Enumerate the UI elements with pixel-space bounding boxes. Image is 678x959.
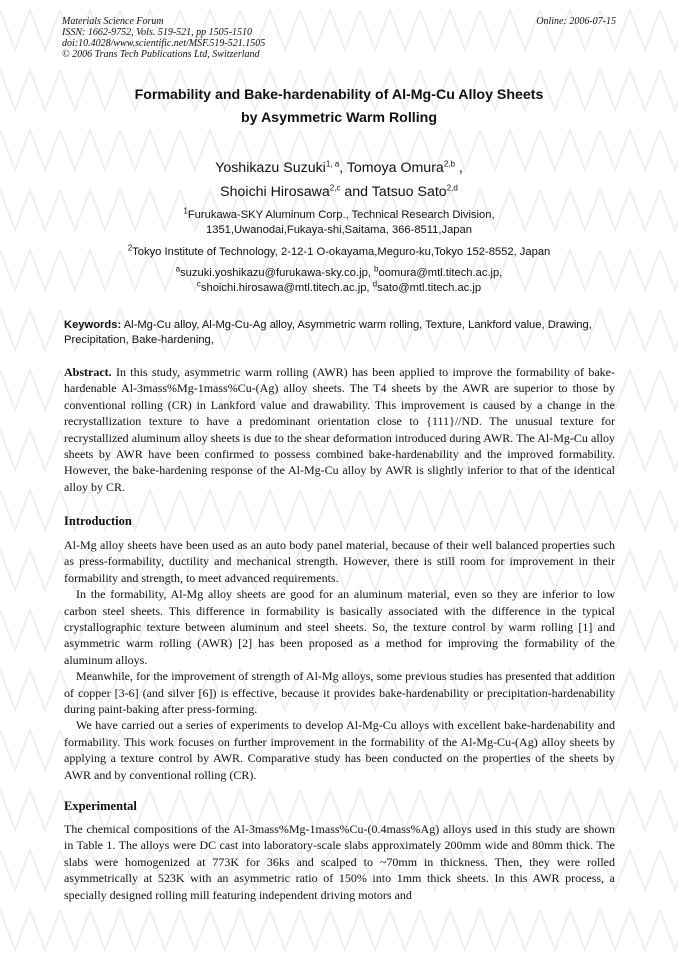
emails-line-1 [0,266,678,281]
copyright-line: © 2006 Trans Tech Publications Ltd, Switzerland [62,49,260,60]
emails-line-2 [0,281,678,296]
intro-paragraph-1: Al-Mg alloy sheets have been used as an auto body panel material, because of their well balanced properties such as press-formability, ductility and mechanical strength. However, there is still room for improvement in their formability and strength, to meet advanced requirements. [64,538,615,585]
intro-paragraph-4: We have carried out a series of experiments to develop Al-Mg-Cu alloys with excellent bake-hardenability and formability. This work focuses on further improvement in the formability of the Al-Mg-Cu-(Ag) alloy sheets by applying a texture control by AWR. Comparative study has been conducted on the properties of the sheets by AWR and by conventional rolling (CR). [64,718,615,782]
author-and: and [340,184,372,200]
email-link[interactable]: sato@mtl.titech.ac.jp [377,282,482,294]
affiliation-text: Tokyo Institute of Technology, 2-12-1 O-okayama,Meguro-ku,Tokyo 152-8552, Japan [132,246,551,258]
introduction-body [64,537,615,783]
abstract-text: In this study, asymmetric warm rolling (AWR) has been applied to improve the formability of bake-hardenable Al-3mass%Mg-1mass%Cu-(Ag) alloy sheets. The T4 sheets by the AWR are superior to those by conventional rolling (CR) in Lankford value and drawability. This improvement is caused by a change in the recrystallization texture to have a predominant orientation close to {111}//ND. The unusual texture for recrystallized aluminum alloy sheets is due to the shear deformation introduced during AWR. The Al-Mg-Cu alloy sheets by AWR have been confirmed to possess combined bake-hardenability and the improved formability. However, the bake-hardening response of the Al-Mg-Cu alloy by AWR is slightly inferior to that of the identical alloy by CR. [64,365,615,494]
email-link[interactable]: suzuki.yoshikazu@furukawa-sky.co.jp, [180,267,375,279]
author-separator: , [339,160,347,176]
author-emails [0,266,678,296]
author-separator: , [454,160,463,176]
affiliation-sup: 2 [127,243,133,253]
keywords-block [64,318,616,348]
intro-paragraph-2: In the formability, Al-Mg alloy sheets are good for an aluminum material, even so they are inferior to low carbon steel sheets. This difference in formability is basically associated with the difference in the typical crystallographic texture between aluminum and steel sheets. So, the texture control by warm rolling [1] and asymmetric warm rolling (AWR) [2] has been proposed as a method for improving the formability of the aluminum alloys. [64,587,615,667]
affiliation-1 [0,208,678,238]
experimental-paragraph-1: The chemical compositions of the Al-3mass%Mg-1mass%Cu-(0.4mass%Ag) alloys used in this study are shown in Table 1. The alloys were DC cast into laboratory-scale slabs approximately 200mm wide and 80mm thick. The slabs were homogenized at 773K for 36ks and scalped to ~70mm in thickness. Then, they were rolled asymmetrically at 523K with an asymmetric ratio of 150% into 1mm thick sheets. In this AWR process, a specially designed rolling mill featuring independent driving motors and [64,822,615,902]
abstract-label: Abstract. [64,365,112,379]
affiliation-sup: 1 [183,206,188,216]
affiliation-1-line-1 [0,208,678,223]
author-name: Tatsuo Sato [371,184,447,200]
title-line-2: by Asymmetric Warm Rolling [240,110,438,126]
doi-line: doi:10.4028/www.scientific.net/MSF.519-521.1505 [62,38,266,49]
keywords-label: Keywords: [64,319,122,331]
journal-header [62,16,265,60]
online-date: Online: 2006-07-15 [536,16,616,27]
abstract-block [64,364,615,495]
paper-title [0,84,678,130]
intro-paragraph-3: Meanwhile, for the improvement of strength of Al-Mg alloys, some previous studies has presented that addition of copper [3-6] (and silver [6]) is effective, because it provides bake-hardenability or precipitation-hardenability during paint-baking after press-forming. [64,669,615,717]
abstract-paragraph [64,364,615,495]
authors-line-1 [0,156,678,180]
authors-line-2 [0,180,678,204]
issn-line: ISSN: 1662-9752, Vols. 519-521, pp 1505-1510 [62,27,252,38]
affiliation-2 [0,245,678,260]
experimental-heading: Experimental [64,799,137,813]
email-link[interactable]: oomura@mtl.titech.ac.jp, [378,267,503,279]
introduction-heading: Introduction [64,514,132,528]
journal-name: Materials Science Forum [62,16,164,27]
affiliation-text: Furukawa-SKY Aluminum Corp., Technical Research Division, [187,209,495,221]
email-link[interactable]: shoichi.hirosawa@mtl.titech.ac.jp, [200,282,373,294]
author-sup: 1, a [325,159,340,169]
email-sup: c [196,279,201,289]
author-name: Yoshikazu Suzuki [215,160,326,176]
keywords-text: Al-Mg-Cu alloy, Al-Mg-Cu-Ag alloy, Asymmetric warm rolling, Texture, Lankford value, Drawing, Precipitation, Bake-hardening, [64,319,592,346]
email-sup: d [372,279,378,289]
email-sup: a [175,264,181,274]
affiliation-1-line-2: 1351,Uwanodai,Fukaya-shi,Saitama, 366-8511,Japan [206,224,472,236]
author-name: Tomoya Omura [346,160,444,176]
email-sup: b [374,264,379,274]
author-sup: 2,b [443,159,455,169]
author-name: Shoichi Hirosawa [220,184,330,200]
author-sup: 2,c [329,183,341,193]
title-line-1: Formability and Bake-hardenability of Al-Mg-Cu Alloy Sheets [134,87,544,103]
author-sup: 2,d [446,183,458,193]
experimental-body [64,821,615,903]
author-list [0,156,678,204]
affiliation-2-line-1 [0,245,678,260]
